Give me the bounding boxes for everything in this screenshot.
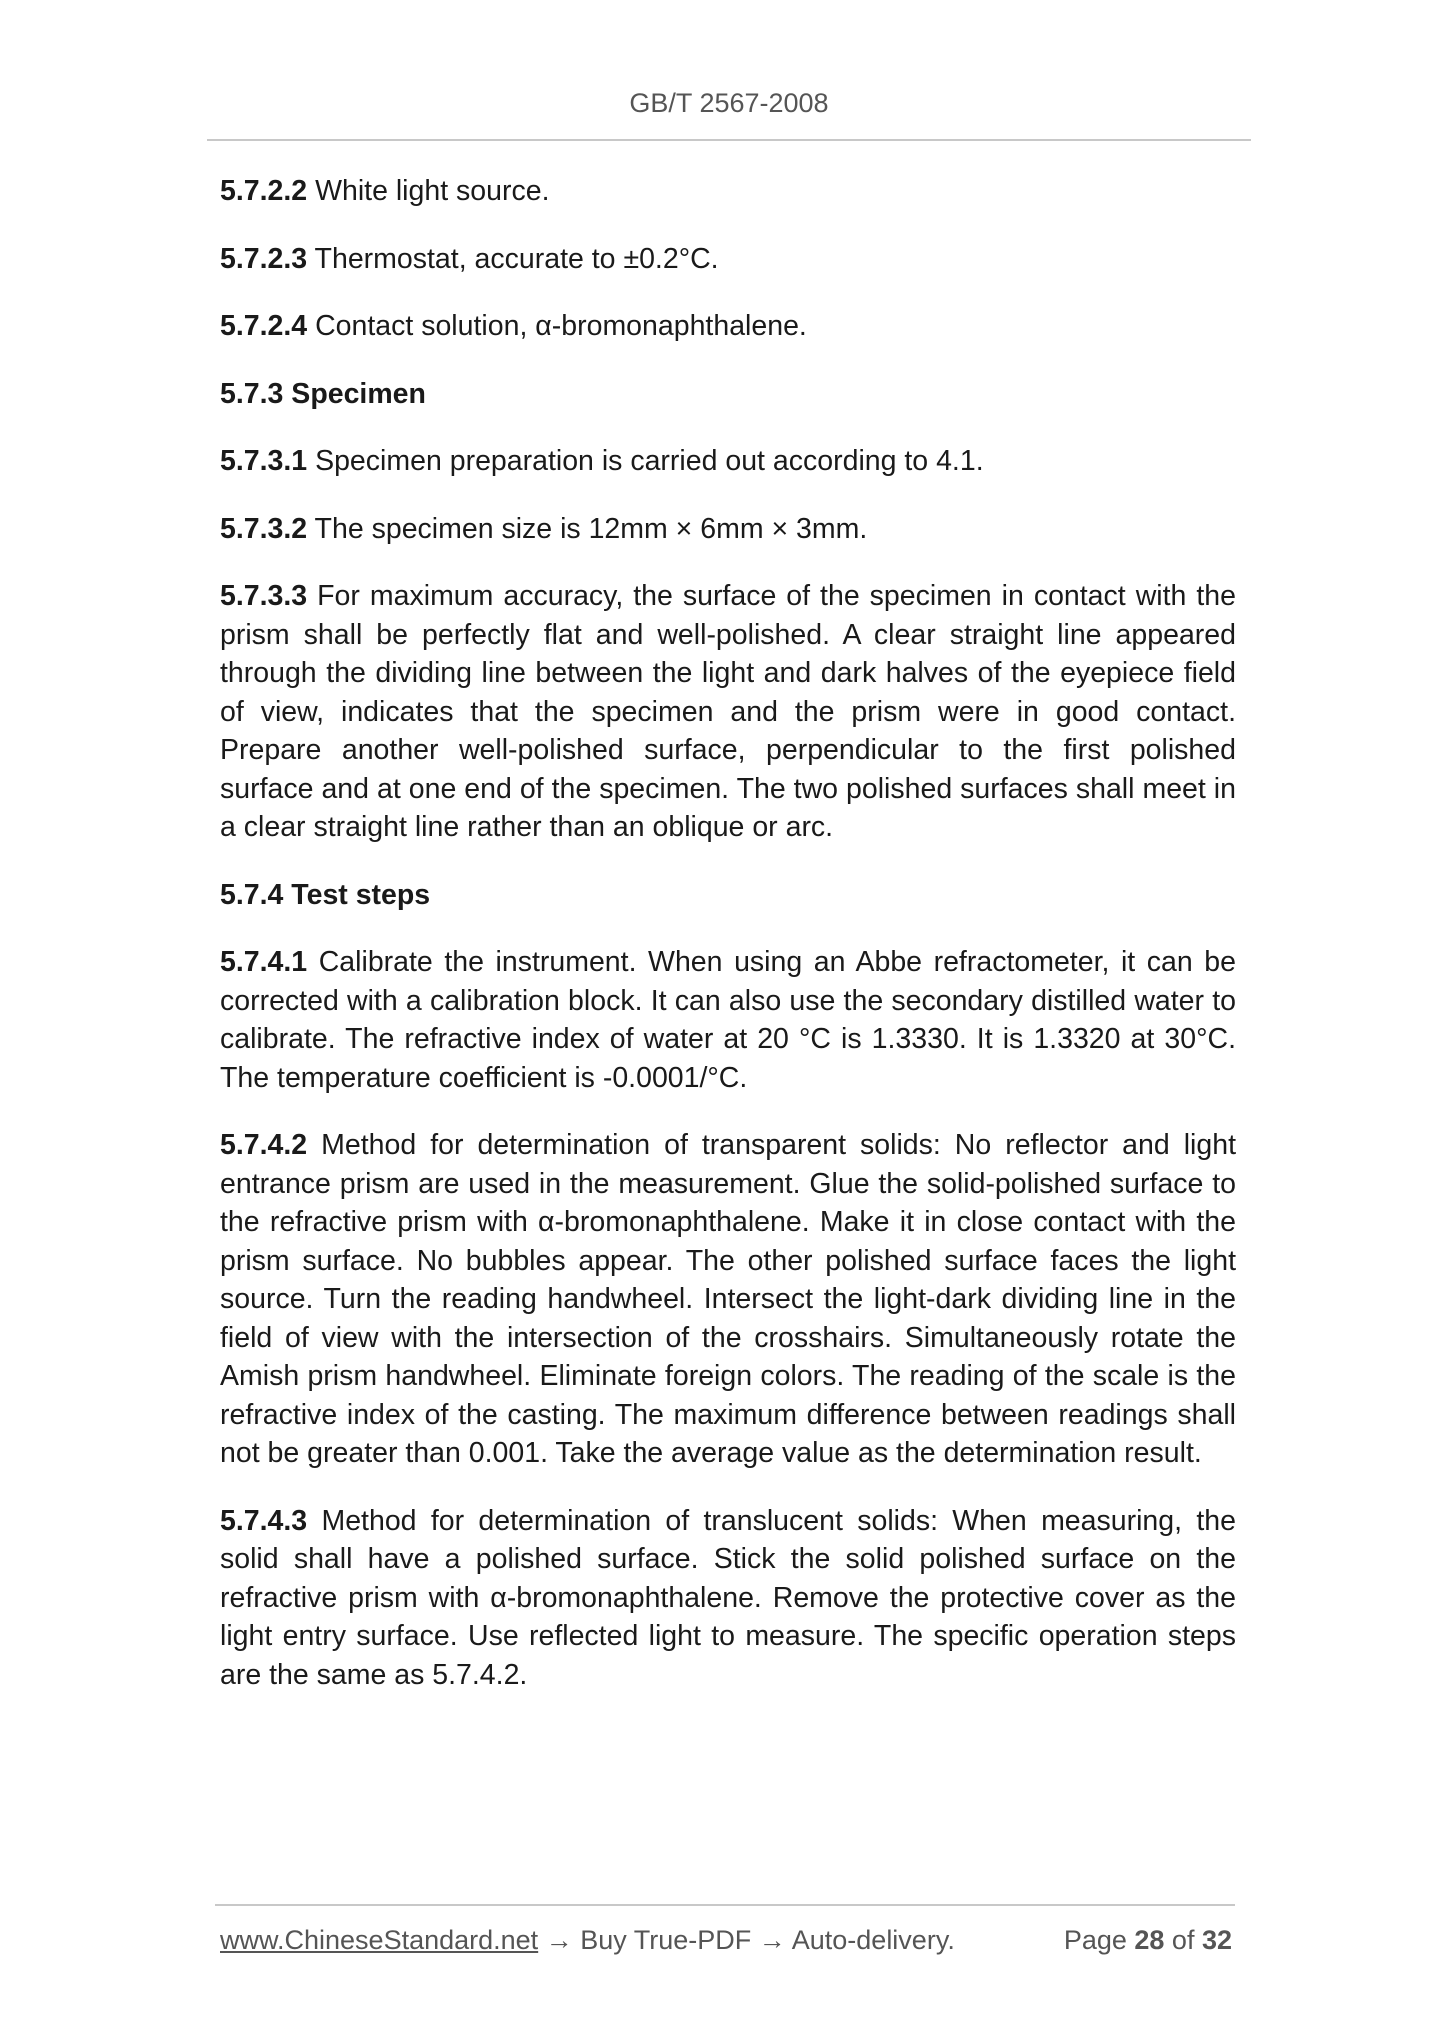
section-heading-specimen: 5.7.3 Specimen: [220, 377, 426, 410]
clause-number: 5.7.3.3: [220, 580, 308, 612]
clause-5-7-2-3: [220, 240, 1236, 279]
clause-number: 5.7.2.4: [220, 310, 308, 342]
clause-5-7-3-1: [220, 442, 1236, 481]
footer-divider: [215, 1904, 1235, 1906]
clause-number: 5.7.4.3: [220, 1504, 308, 1537]
document-body: [220, 172, 1236, 1723]
clause-text: Calibrate the instrument. When using an Abbe refractometer, it can be corrected with a calibration block. It can also use the secondary distilled water to calibrate. The refractive index of water at 20 °C is 1.3330. It is 1.3320 at 30°C. The temperature coefficient is -0.0001/°C.: [220, 946, 1236, 1094]
clause-5-7-3-2: [220, 510, 1236, 549]
page-indicator: [1064, 1925, 1232, 1956]
clause-number: 5.7.4.1: [220, 946, 308, 978]
website-link[interactable]: www.ChineseStandard.net: [220, 1925, 539, 1955]
clause-5-7-4-3: [220, 1502, 1236, 1695]
clause-5-7-4-1: [220, 943, 1236, 1097]
clause-text: Method for determination of transparent solids: No reflector and light entrance prism are used in the measurement. Glue the solid-polished surface to the refractive prism with α-bromonaphthalene. Make it in close contact with the prism surface. No bubbles appear. The other polished surface faces the light source. Turn the reading handwheel. Intersect the light-dark dividing line in the field of view with the intersection of the crosshairs. Simultaneously rotate the Amish prism handwheel. Eliminate foreign colors. The reading of the scale is the refractive index of the casting. The maximum difference between readings shall not be greater than 0.001. Take the average value as the determination result.: [220, 1129, 1236, 1469]
page-of: of: [1164, 1925, 1202, 1955]
section-heading-test-steps: 5.7.4 Test steps: [220, 878, 431, 911]
clause-number: 5.7.2.3: [220, 242, 308, 275]
page-current: 28: [1134, 1925, 1165, 1955]
clause-text: Specimen preparation is carried out according to 4.1.: [307, 445, 984, 477]
clause-number: 5.7.3.2: [220, 512, 308, 545]
clause-number: 5.7.4.2: [220, 1129, 308, 1161]
clause-5-7-2-2: [220, 172, 1236, 211]
page-total: 32: [1201, 1925, 1232, 1955]
clause-text: For maximum accuracy, the surface of the specimen in contact with the prism shall be perfectly flat and well-polished. A clear straight line appeared through the dividing line between the light and dark halves of the eyepiece field of view, indicates that the specimen and the prism were in good contact. Prepare another well-polished surface, perpendicular to the first polished surface and at one end of the specimen. The two polished surfaces shall meet in a clear straight line rather than an oblique or arc.: [220, 580, 1236, 843]
clause-5-7-2-4: [220, 307, 1236, 346]
clause-5-7-3-3: [220, 577, 1236, 847]
header-divider: [207, 139, 1251, 141]
page-label: Page: [1063, 1925, 1135, 1955]
clause-text: White light source.: [307, 175, 550, 207]
footer-tagline: → Buy True-PDF → Auto-delivery.: [538, 1925, 955, 1955]
footer-promo: [220, 1925, 955, 1956]
clause-text: The specimen size is 12mm × 6mm × 3mm.: [307, 512, 868, 545]
clause-number: 5.7.3.1: [220, 445, 308, 477]
clause-text: Method for determination of translucent solids: When measuring, the solid shall have a polished surface. Stick the solid polished surface on the refractive prism with α-bromonaphthalene. Remove the protective cover as the light entry surface. Use reflected light to measure. The specific operation steps are the same as 5.7.4.2.: [220, 1504, 1236, 1691]
page-header: GB/T 2567-2008: [629, 88, 829, 118]
clause-text: Contact solution, α-bromonaphthalene.: [307, 310, 807, 342]
clause-5-7-4-2: [220, 1126, 1236, 1473]
clause-number: 5.7.2.2: [220, 175, 308, 207]
clause-text: Thermostat, accurate to ±0.2°C.: [307, 242, 719, 275]
